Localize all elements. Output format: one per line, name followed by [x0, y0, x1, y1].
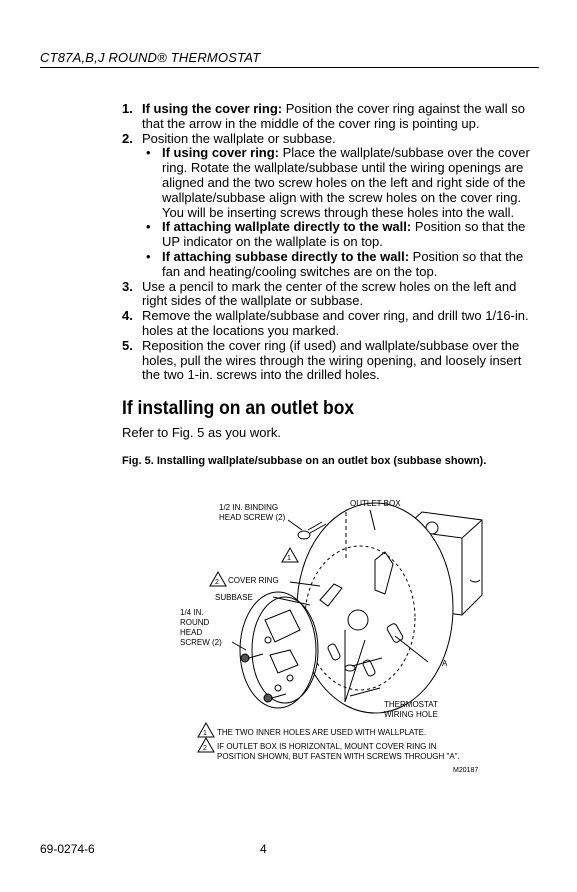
figure-code: M20187 — [453, 767, 479, 774]
bullet-item — [144, 250, 542, 280]
note-marker-2: 2 — [203, 745, 207, 752]
step-text: Position the cover ring against the wall so that the arrow in the middle of the cover ring is pointing up. — [142, 101, 525, 131]
page-number: 4 — [260, 842, 267, 856]
label-subbase: SUBBASE — [215, 593, 253, 602]
header-rule — [40, 67, 539, 68]
step-number: 5. — [122, 337, 133, 353]
diagram-marker-1: 1 — [287, 555, 291, 562]
bullet-lead: If attaching wallplate directly to the wall: — [162, 219, 412, 235]
figure-caption: Fig. 5. Installing wallplate/subbase on an outlet box (subbase shown). — [122, 455, 487, 467]
bullet-item — [144, 220, 542, 250]
label-round-screw-line4: SCREW (2) — [180, 638, 222, 647]
step-text: Use a pencil to mark the center of the screw holes on the left and right sides of the wallplate or subbase. — [142, 278, 517, 309]
cover-ring-drawing — [297, 503, 453, 713]
step-number: 4. — [122, 308, 133, 324]
step-text: Remove the wallplate/subbase and cover ring, and drill two 1/16-in. holes at the locations you marked. — [142, 308, 529, 338]
step-3 — [122, 280, 542, 310]
section-heading: If installing on an outlet box — [122, 398, 355, 419]
step-5 — [122, 339, 542, 383]
bullet-text: Position so that the UP indicator on the wallplate is on top. — [162, 219, 526, 250]
step-number: 2. — [122, 130, 133, 146]
instruction-steps — [122, 102, 542, 383]
bullet-lead: If using cover ring: — [162, 145, 280, 161]
note-marker-1: 1 — [203, 730, 207, 737]
note-1: THE TWO INNER HOLES ARE USED WITH WALLPLATE. — [217, 728, 427, 737]
label-round-screw-line2: ROUND — [180, 618, 210, 627]
label-round-screw-line1: 1/4 IN. — [180, 608, 204, 617]
label-binding-screw-line2: HEAD SCREW (2) — [219, 513, 286, 522]
bullet-text: Position so that the fan and heating/cooling switches are on the top. — [162, 248, 524, 279]
label-a: A — [442, 659, 448, 668]
diagram-marker-2: 2 — [215, 579, 219, 586]
note-2-line1: IF OUTLET BOX IS HORIZONTAL, MOUNT COVER RING IN — [217, 742, 437, 751]
bullet-marker: • — [146, 219, 151, 235]
label-round-screw-line3: HEAD — [180, 628, 203, 637]
label-binding-screw-line1: 1/2 IN. BINDING — [219, 503, 279, 512]
label-cover-ring: COVER RING — [228, 576, 279, 585]
step-2 — [122, 132, 542, 280]
document-header-title: CT87A,B,J ROUND® THERMOSTAT — [40, 50, 261, 65]
note-2-line2: POSITION SHOWN, BUT FASTEN WITH SCREWS THROUGH "A". — [217, 752, 460, 761]
label-wiring-hole-line2: WIRING HOLE — [384, 710, 438, 719]
step-number: 3. — [122, 278, 133, 294]
step-lead: If using the cover ring: — [142, 101, 283, 116]
bullet-marker: • — [146, 145, 151, 161]
bullet-marker: • — [146, 248, 151, 264]
outlet-box-installation-diagram — [170, 490, 490, 785]
bullet-lead: If attaching subbase directly to the wall: — [162, 248, 410, 264]
step-number: 1. — [122, 101, 133, 116]
bullet-item — [144, 146, 542, 220]
bullet-text: Place the wallplate/subbase over the cover ring. Rotate the wallplate/subbase until the wiring openings are aligned and the two screw holes on the left and right side of the wallplate/subbase align with the screw holes on the cover ring. You will be inserting screws through these holes into the wall. — [162, 145, 530, 220]
step-text: Reposition the cover ring (if used) and wallplate/subbase over the holes, pull the wires through the wiring opening, and loosely insert the two 1-in. screws into the drilled holes. — [142, 337, 522, 383]
subbase-drawing — [240, 592, 318, 708]
document-number: 69-0274-6 — [40, 842, 95, 856]
step-4 — [122, 309, 542, 339]
label-outlet-box: OUTLET BOX — [350, 499, 401, 508]
step-text: Position the wallplate or subbase. — [142, 130, 336, 146]
label-wiring-hole-line1: THERMOSTAT — [384, 700, 438, 709]
step-1 — [122, 102, 542, 132]
refer-text: Refer to Fig. 5 as you work. — [122, 425, 281, 440]
